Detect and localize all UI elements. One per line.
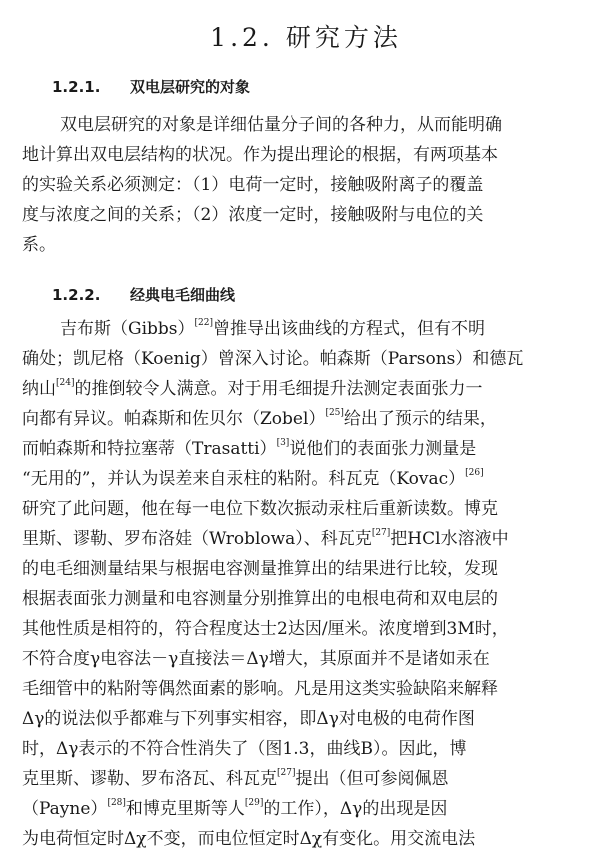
line-text: 曾推导出该曲线的方程式，但有不明: [213, 319, 485, 339]
paragraph-line: [22, 404, 592, 434]
line-text: 不符合度γ电容法－γ直接法＝Δγ增大，其原面并不是诸如汞在: [22, 649, 490, 669]
citation-ref: [3]: [276, 438, 290, 448]
line-text: 其他性质是相符的，符合程度达士2达因/厘米。浓度增到3M时，: [22, 619, 509, 639]
paragraph-line: 的实验关系必须测定：（1）电荷一定时，接触吸附离子的覆盖: [22, 175, 484, 195]
section-heading: 1.2. 研究方法: [210, 23, 402, 52]
paragraph-line: [22, 464, 592, 494]
line-text: 的电毛细测量结果与根据电容测量推算出的结果进行比较，发现: [22, 559, 498, 579]
paragraph-line: [22, 794, 592, 824]
line-text: “无用的”，并认为误差来自汞柱的粘附。科瓦克（Kovac）: [22, 469, 466, 489]
subsection-title: 双电层研究的对象: [130, 78, 251, 96]
paragraph-line: [22, 344, 592, 374]
subsection-heading-1: [52, 76, 250, 97]
paragraph-line: [22, 584, 592, 614]
citation-ref: [27]: [277, 768, 296, 778]
line-text: 纳山: [22, 379, 56, 399]
paragraph-line: 系。: [22, 235, 56, 255]
paragraph-line: [22, 524, 592, 554]
subsection-heading-2: [52, 284, 235, 305]
paragraph-2: [22, 314, 592, 854]
citation-ref: [28]: [107, 798, 126, 808]
paragraph-line: [22, 314, 592, 344]
line-text: 研究了此问题，他在每一电位下数次振动汞柱后重新读数。博克: [22, 499, 498, 519]
line-text: 克里斯、谬勒、罗布洛瓦、科瓦克: [22, 769, 277, 789]
subsection-number: 1.2.2.: [52, 286, 101, 304]
paragraph-line: 双电层研究的对象是详细估量分子间的各种力，从而能明确: [60, 115, 502, 135]
line-text: 吉布斯（Gibbs）: [60, 319, 195, 339]
citation-ref: [22]: [194, 318, 213, 328]
paragraph-line: [22, 764, 592, 794]
line-text: 为电荷恒定时Δχ不变，而电位恒定时Δχ有变化。用交流电法: [22, 829, 476, 849]
paragraph-line: [22, 494, 592, 524]
paragraph-line: [22, 824, 592, 854]
line-text: （Payne）: [22, 799, 108, 819]
citation-ref: [27]: [371, 528, 391, 538]
paragraph-line: [22, 554, 592, 584]
line-text: Δγ的说法似乎都难与下列事实相容，即Δγ对电极的电荷作图: [22, 709, 475, 729]
line-text: 而帕森斯和特拉塞蒂（Trasatti）: [22, 439, 277, 459]
paragraph-line: [22, 674, 592, 704]
paragraph-1: [22, 110, 592, 260]
line-text: 毛细管中的粘附等偶然面素的影响。凡是用这类实验缺陷来解释: [22, 679, 498, 699]
line-text: 说他们的表面张力测量是: [289, 439, 477, 459]
paragraph-line: 度与浓度之间的关系；（2）浓度一定时，接触吸附与电位的关: [22, 205, 484, 225]
citation-ref: [29]: [244, 798, 264, 808]
paragraph-line: 地计算出双电层结构的状况。作为提出理论的根据，有两项基本: [22, 145, 498, 165]
paragraph-line: [22, 374, 592, 404]
line-text: 提出（但可参阅佩恩: [295, 769, 449, 789]
line-text: 把HCl水溶液中: [390, 529, 509, 549]
line-text: 向都有异议。帕森斯和佐贝尔（Zobel）: [22, 409, 326, 429]
subsection-title: 经典电毛细曲线: [130, 286, 236, 304]
line-text: 的工作），Δγ的出现是因: [263, 799, 448, 819]
citation-ref: [24]: [56, 378, 75, 388]
line-text: 里斯、谬勒、罗布洛娃（Wroblowa）、科瓦克: [22, 529, 372, 549]
citation-ref: [25]: [325, 408, 344, 418]
line-text: 根据表面张力测量和电容测量分别推算出的电根电荷和双电层的: [22, 589, 498, 609]
line-text: 确处；凯尼格（Koenig）曾深入讨论。帕森斯（Parsons）和德瓦: [22, 349, 524, 369]
paragraph-line: [22, 704, 592, 734]
paragraph-line: [22, 614, 592, 644]
paragraph-line: [22, 644, 592, 674]
line-text: 的推倒较令人满意。对于用毛细提升法测定表面张力一: [74, 379, 483, 399]
line-text: 给出了预示的结果，: [343, 409, 497, 429]
citation-ref: [26]: [465, 468, 484, 478]
subsection-number: 1.2.1.: [52, 78, 101, 96]
paragraph-line: [22, 434, 592, 464]
line-text: 和博克里斯等人: [125, 799, 245, 819]
paragraph-line: [22, 734, 592, 764]
line-text: 时，Δγ表示的不符合性消失了（图1.3，曲线B）。因此，博: [22, 739, 467, 759]
